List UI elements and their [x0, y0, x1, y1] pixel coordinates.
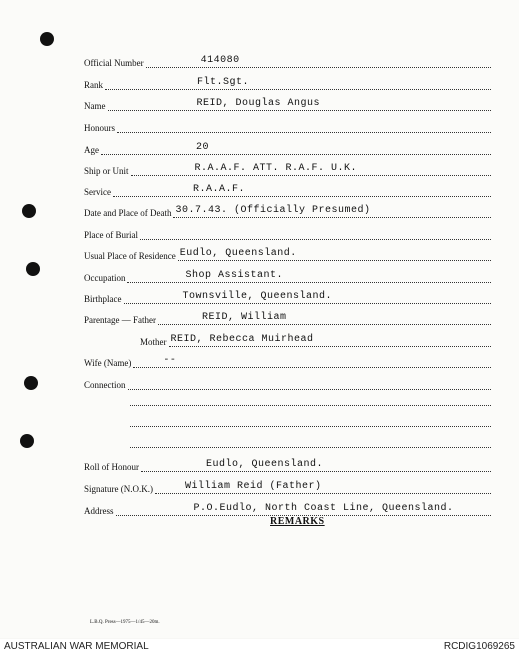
field-signature-nok [84, 474, 491, 494]
field-occupation [84, 263, 491, 283]
punch-hole [22, 204, 36, 218]
printer-imprint: L.B.Q. Press—1975—1/45—20m. [90, 620, 160, 625]
field-value: P.O.Eudlo, North Coast Line, Queensland. [193, 503, 454, 514]
field-date-place-death [84, 198, 491, 218]
field-label: Birthplace [84, 294, 122, 304]
footer-record-id: RCDIG1069265 [443, 641, 515, 652]
punch-hole [40, 32, 54, 46]
field-label: Signature (N.O.K.) [84, 484, 153, 494]
field-label: Connection [84, 380, 126, 390]
field-label: Occupation [84, 273, 126, 283]
field-label: Official Number [84, 58, 144, 68]
field-birthplace [84, 284, 491, 304]
field-label: Wife (Name) [84, 358, 132, 368]
field-roll-of-honour [84, 452, 491, 472]
field-value: R.A.A.F. ATT. R.A.F. U.K. [194, 163, 358, 174]
field-age [84, 135, 491, 155]
field-label: Honours [84, 123, 115, 133]
field-value: Shop Assistant. [185, 270, 283, 281]
field-value: 30.7.43. (Officially Presumed) [175, 205, 371, 216]
punch-hole [20, 434, 34, 448]
field-label: Ship or Unit [84, 166, 129, 176]
connection-continuation-line [130, 425, 491, 427]
field-label: Name [84, 101, 106, 111]
field-value: Eudlo, Queensland. [179, 248, 297, 259]
field-label: Mother [140, 337, 167, 347]
field-label: Parentage — Father [84, 315, 156, 325]
field-value: 20 [196, 142, 210, 153]
field-official-number [84, 48, 491, 68]
field-value: 414080 [200, 55, 240, 66]
field-value: REID, Douglas Angus [196, 98, 321, 109]
field-parentage-mother [84, 327, 491, 347]
connection-continuation-line [130, 404, 491, 406]
field-label: Place of Burial [84, 230, 138, 240]
field-label: Service [84, 187, 111, 197]
punch-hole [24, 376, 38, 390]
footer-institution: AUSTRALIAN WAR MEMORIAL [4, 641, 149, 652]
field-label: Usual Place of Residence [84, 251, 176, 261]
punch-hole [26, 262, 40, 276]
field-usual-residence [84, 241, 491, 261]
field-place-of-burial [84, 220, 491, 240]
field-service [84, 177, 491, 197]
field-rank [84, 70, 491, 90]
field-value: Townsville, Queensland. [182, 291, 333, 302]
connection-continuation-line [130, 446, 491, 448]
field-connection [84, 370, 491, 390]
field-wife [84, 348, 491, 368]
field-value: R.A.A.F. [193, 184, 246, 195]
field-parentage-father [84, 305, 491, 325]
field-label: Address [84, 506, 114, 516]
field-label: Date and Place of Death [84, 208, 172, 218]
field-value: -- [163, 355, 177, 366]
field-label: Rank [84, 80, 103, 90]
field-value: REID, William [201, 312, 287, 323]
field-address [84, 496, 491, 516]
field-value: William Reid (Father) [185, 481, 322, 492]
archive-footer [0, 639, 519, 654]
field-value: REID, Rebecca Muirhead [170, 334, 314, 345]
remarks-heading: REMARKS [270, 516, 325, 527]
field-label: Roll of Honour [84, 462, 139, 472]
field-honours [84, 113, 491, 133]
field-value: Eudlo, Queensland. [206, 459, 324, 470]
field-name [84, 91, 491, 111]
field-label: Age [84, 145, 99, 155]
field-value: Flt.Sgt. [197, 77, 250, 88]
field-ship-or-unit [84, 156, 491, 176]
